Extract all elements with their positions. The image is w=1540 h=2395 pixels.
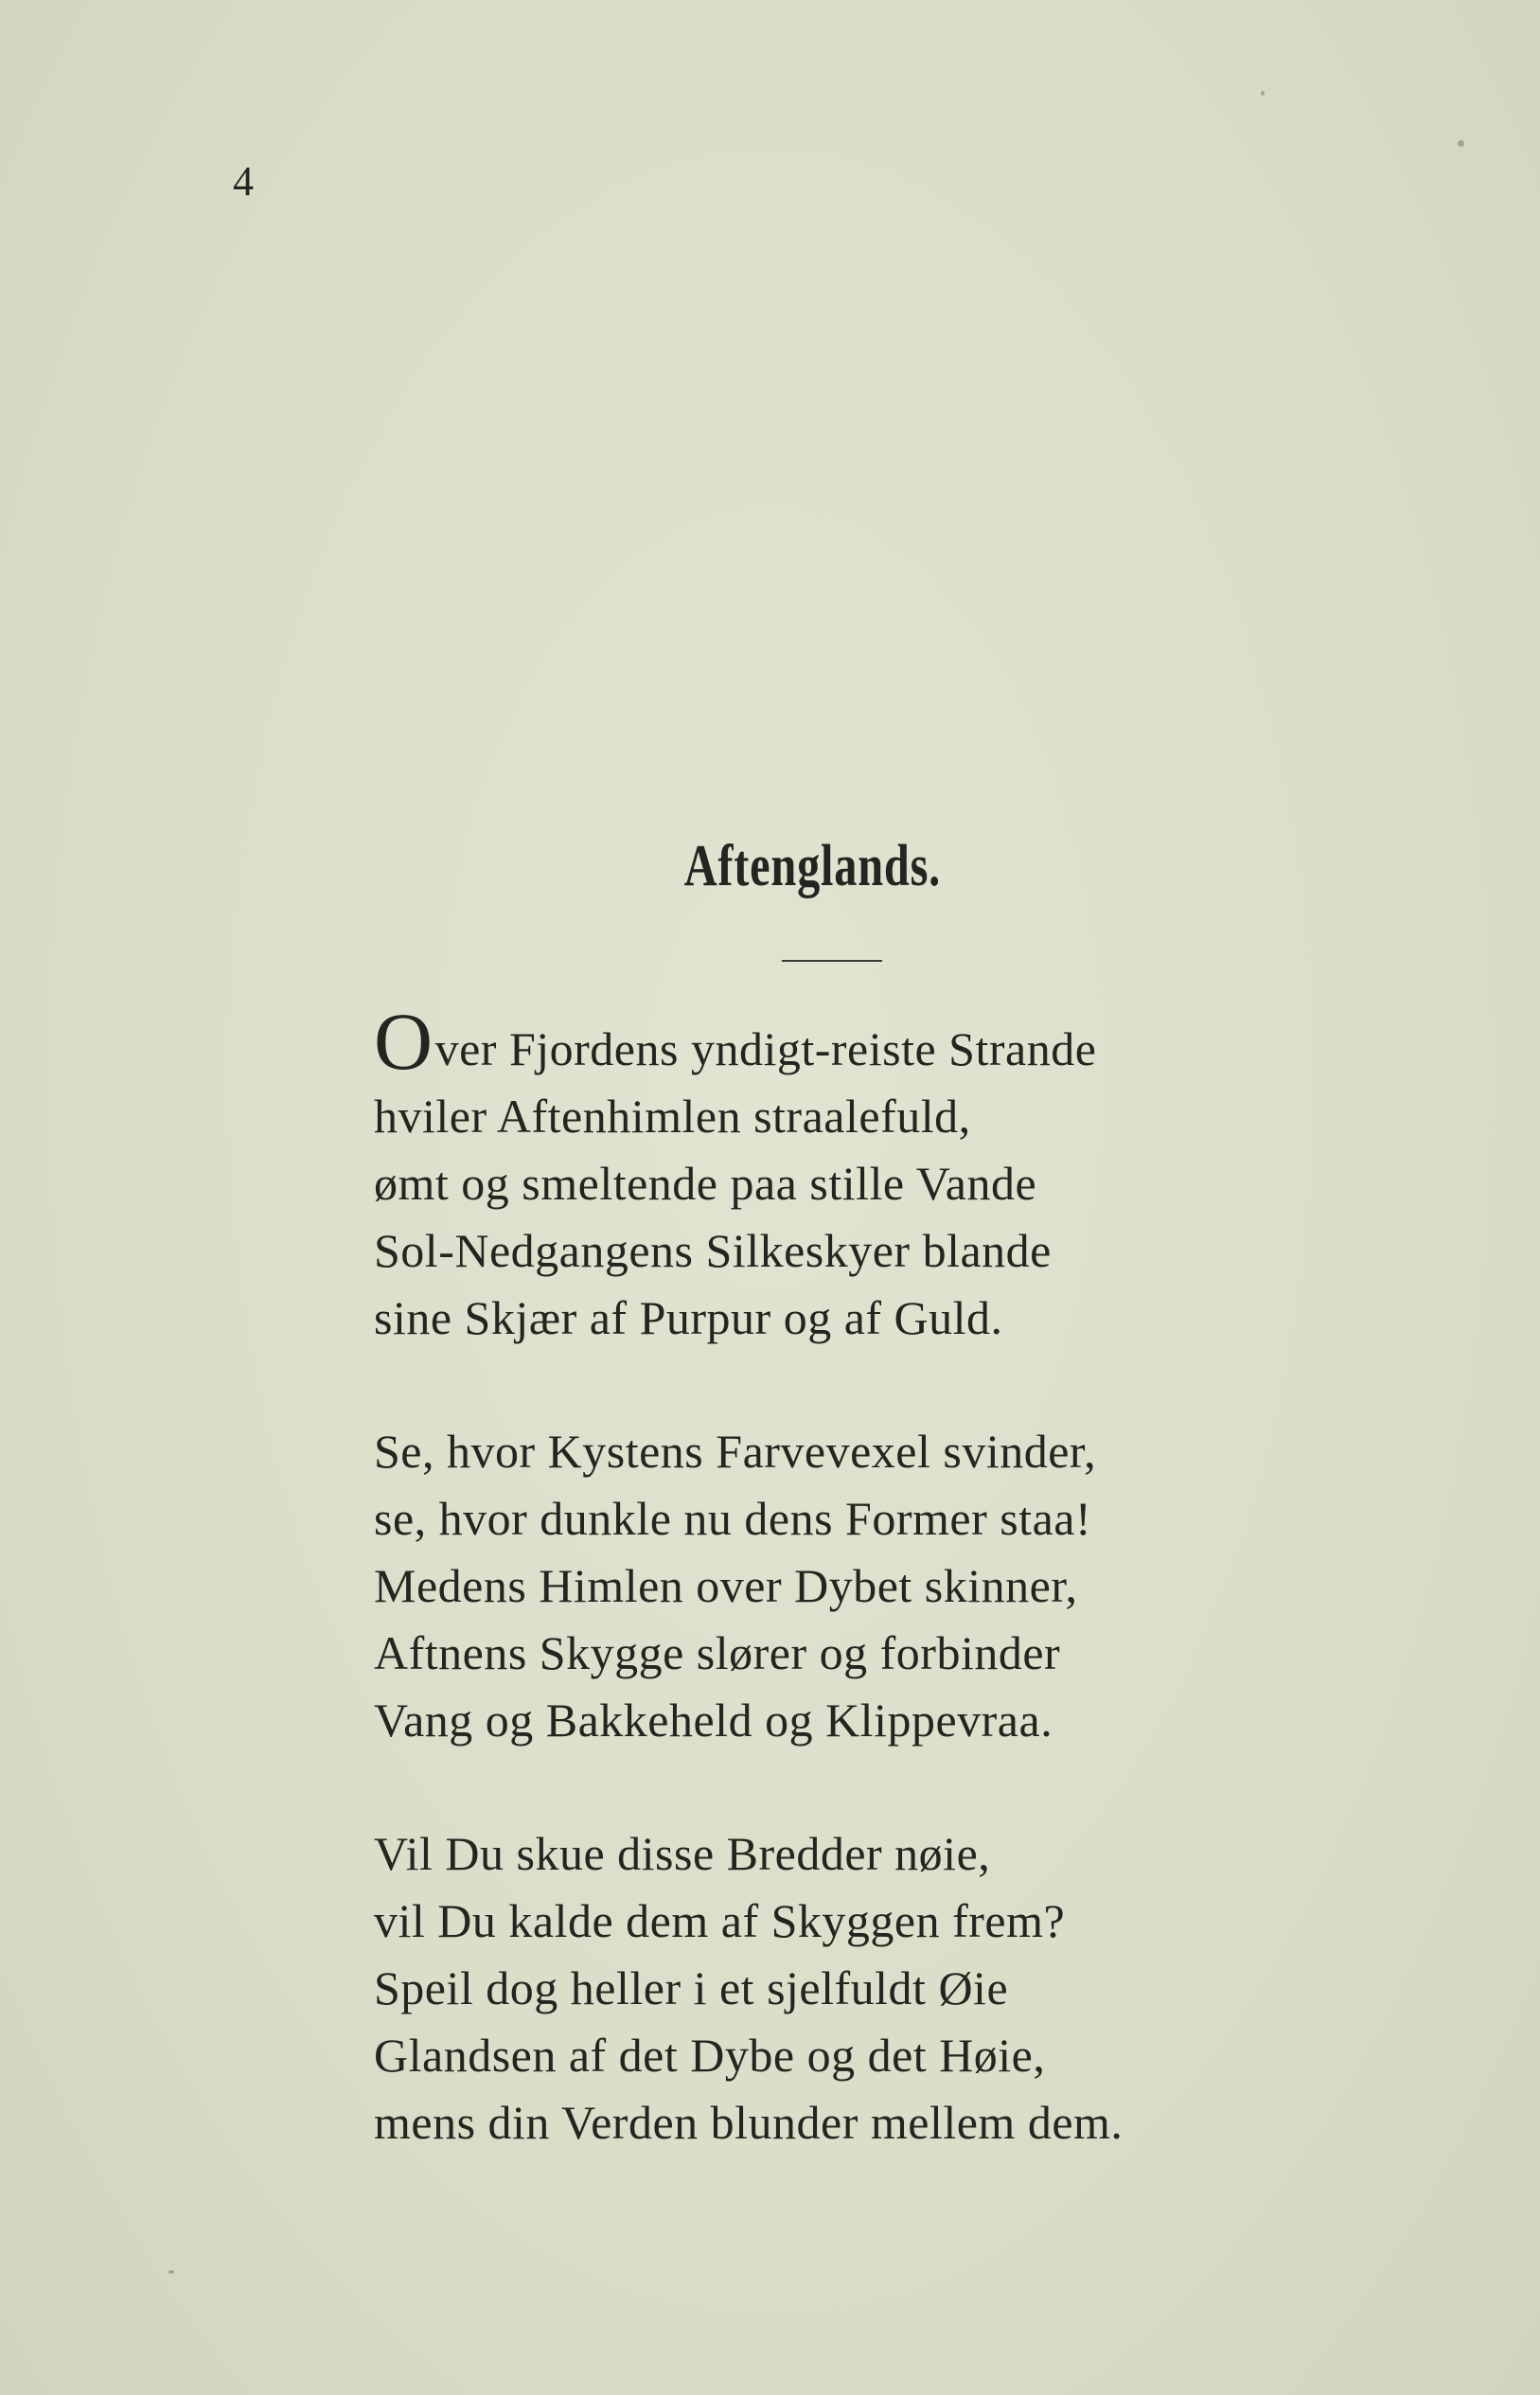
paper-speck bbox=[1458, 140, 1464, 147]
stanza-2 bbox=[374, 1418, 1320, 1754]
poem-line: se, hvor dunkle nu dens Former staa! bbox=[374, 1492, 1092, 1545]
paper-speck bbox=[168, 2270, 174, 2274]
poem-line: Se, hvor Kystens Farvevexel svinder, bbox=[374, 1425, 1097, 1478]
poem-line: mens din Verden blunder mellem dem. bbox=[374, 2096, 1124, 2149]
poem-line: Speil dog heller i et sjelfuldt Øie bbox=[374, 1961, 1009, 2014]
poem-line-text: ver Fjordens yndigt-reiste Strande bbox=[434, 1022, 1097, 1075]
paper-speck bbox=[1261, 91, 1265, 96]
poem-line: Aftnens Skygge slører og forbinder bbox=[374, 1626, 1061, 1679]
poem-body bbox=[374, 996, 1320, 2223]
stanza-1 bbox=[374, 996, 1320, 1352]
poem-line bbox=[374, 996, 1320, 1087]
poem-line: ømt og smeltende paa stille Vande bbox=[374, 1157, 1037, 1210]
title-divider bbox=[782, 960, 882, 962]
drop-cap: O bbox=[374, 996, 434, 1087]
poem-line: Vil Du skue disse Bredder nøie, bbox=[374, 1827, 991, 1880]
poem-line: Vang og Bakkeheld og Klippevraa. bbox=[374, 1694, 1053, 1747]
poem-line: Glandsen af det Dybe og det Høie, bbox=[374, 2029, 1046, 2082]
poem-line: vil Du kalde dem af Skyggen frem? bbox=[374, 1894, 1066, 1947]
poem-line: sine Skjær af Purpur og af Guld. bbox=[374, 1291, 1003, 1344]
poem-line: Sol-Nedgangens Silkeskyer blande bbox=[374, 1224, 1052, 1277]
poem-line: Medens Himlen over Dybet skinner, bbox=[374, 1559, 1078, 1612]
poem-title: Aftenglands. bbox=[683, 834, 942, 898]
page-number: 4 bbox=[233, 158, 254, 204]
poem-line: hviler Aftenhimlen straalefuld, bbox=[374, 1090, 971, 1143]
stanza-3 bbox=[374, 1820, 1320, 2156]
